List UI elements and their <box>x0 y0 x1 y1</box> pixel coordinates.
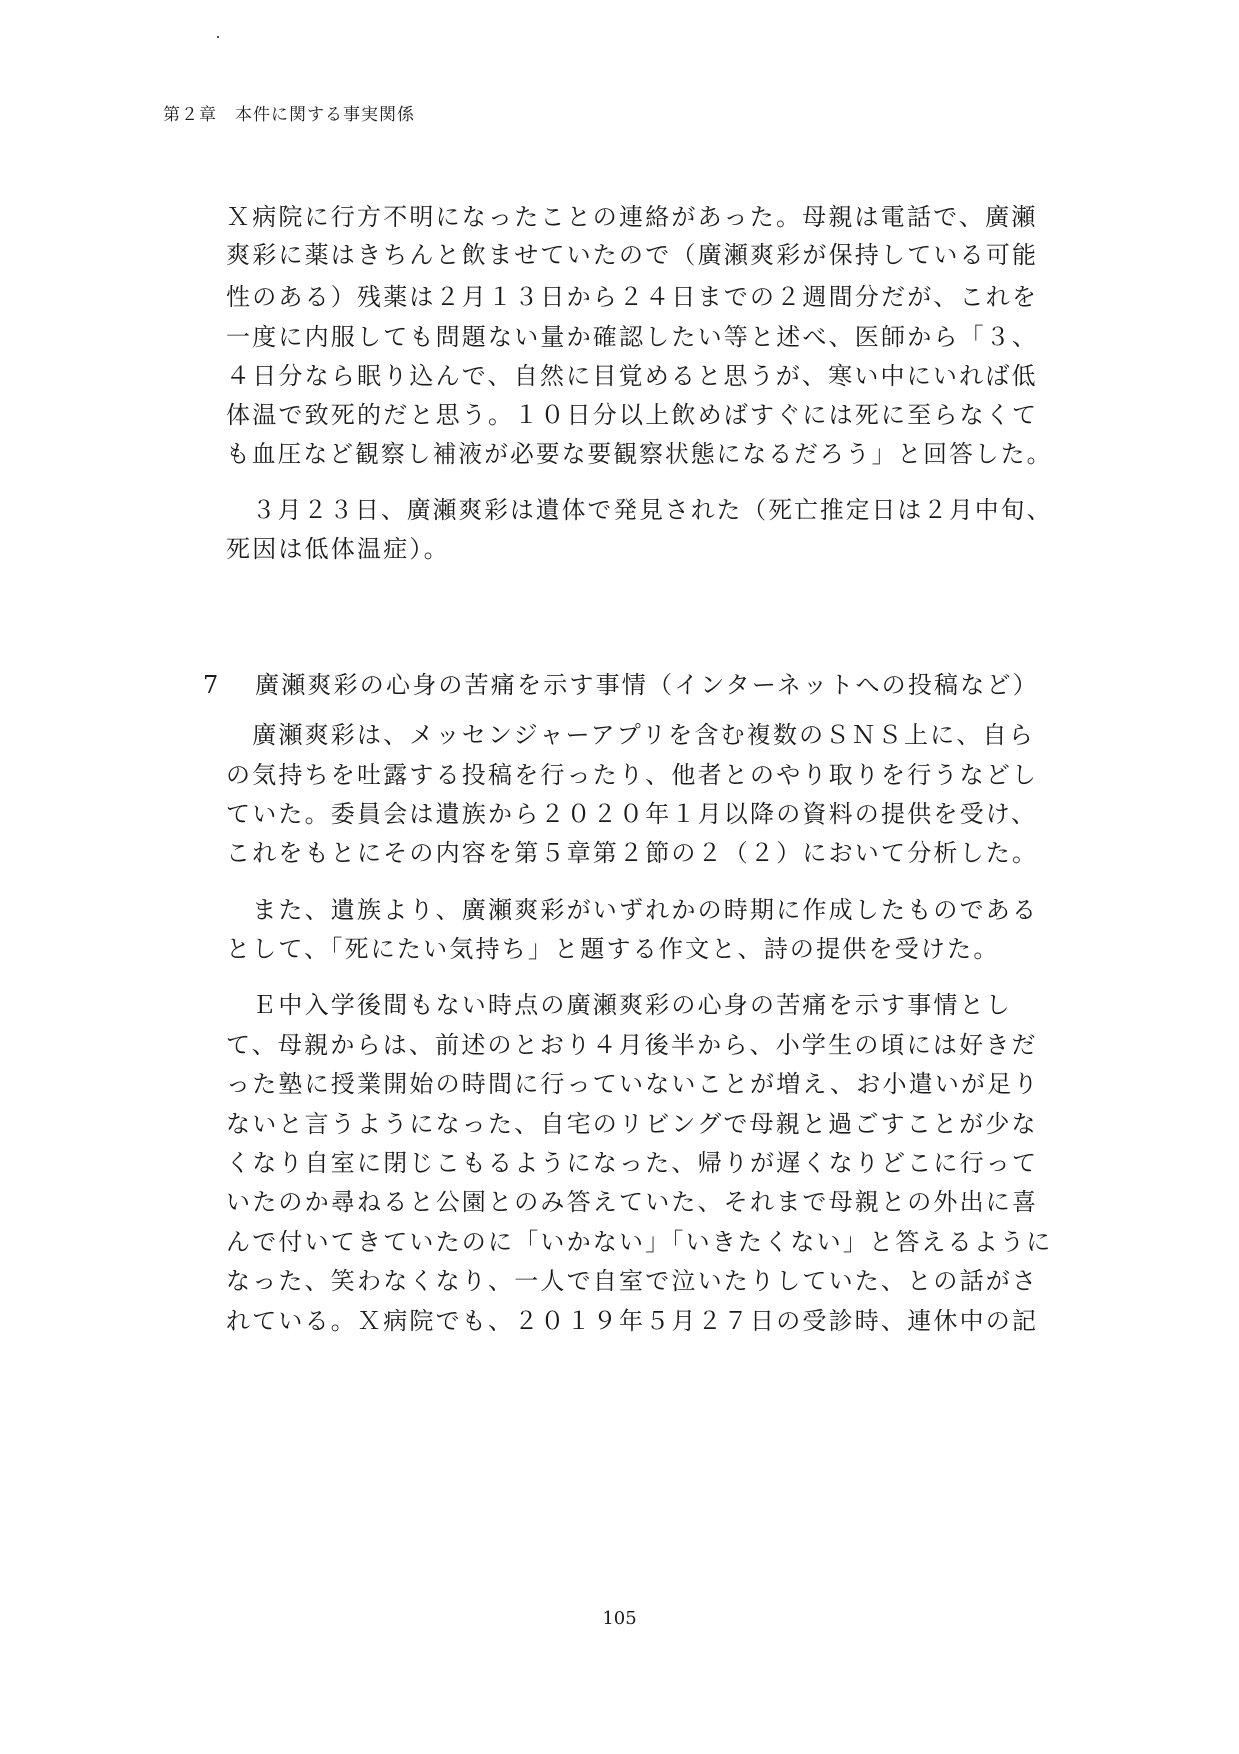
body-line: 性のある）残薬は２月１３日から２４日までの２週間分だが、これを <box>226 283 1039 311</box>
body-line: いたのか尋ねると公園とのみ答えていた、それまで母親との外出に喜 <box>226 1188 1039 1216</box>
body-line: 死因は低体温症）。 <box>226 535 450 563</box>
body-line: として、「死にたい気持ち」と題する作文と、詩の提供を受けた。 <box>226 935 1000 963</box>
body-line: て、母親からは、前述のとおり４月後半から、小学生の頃には好きだ <box>226 1031 1038 1059</box>
body-line: ３月２３日、廣瀬爽彩は遺体で発見された（死亡推定日は２月中旬、 <box>226 496 1053 524</box>
body-line: これをもとにその内容を第５章第２節の２（２）において分析した。 <box>226 839 1039 867</box>
body-line: Ｘ病院に行方不明になったことの連絡があった。母親は電話で、廣瀬 <box>226 203 1038 231</box>
body-line: 爽彩に薬はきちんと飲ませていたので（廣瀬爽彩が保持している可能 <box>226 241 1039 269</box>
body-line: った塾に授業開始の時間に行っていないことが増え、お小遣いが足り <box>226 1070 1040 1098</box>
body-line: れている。Ｘ病院でも、２０１９年５月２７日の受診時、連休中の記 <box>226 1307 1039 1335</box>
body-line: くなり自室に閉じこもるようになった、帰りが遅くなりどこに行って <box>226 1149 1039 1177</box>
scan-speck <box>217 36 219 38</box>
section-heading <box>203 670 1039 700</box>
body-line: の気持ちを吐露する投稿を行ったり、他者とのやり取りを行うなどし <box>226 761 1039 789</box>
body-line: また、遺族より、廣瀬爽彩がいずれかの時期に作成したものである <box>226 896 1039 924</box>
body-line: ４日分なら眠り込んで、自然に目覚めると思うが、寒い中にいれば低 <box>226 362 1038 390</box>
body-line: んで付いてきていたのに「いかない」「いきたくない」と答えるように <box>226 1228 1053 1256</box>
body-line: 一度に内服しても問題ない量か確認したい等と述べ、医師から「３、 <box>226 323 1039 351</box>
body-line: ていた。委員会は遺族から２０２０年１月以降の資料の提供を受け、 <box>226 800 1038 828</box>
body-line: も血圧など観察し補液が必要な要観察状態になるだろう」と回答した。 <box>226 440 1053 468</box>
section-title: 廣瀬爽彩の心身の苦痛を示す事情（インターネットへの投稿など） <box>255 671 1039 699</box>
page-number: 105 <box>602 1608 637 1629</box>
body-line: ないと言うようになった、自宅のリビングで母親と過ごすことが少な <box>226 1110 1038 1138</box>
body-line: 体温で致死的だと思う。１０日分以上飲めばすぐには死に至らなくて <box>226 401 1039 429</box>
body-line: Ｅ中入学後間もない時点の廣瀬爽彩の心身の苦痛を示す事情とし <box>226 991 1012 1019</box>
body-line: 廣瀬爽彩は、メッセンジャーアプリを含む複数のＳＮＳ上に、自ら <box>226 721 1035 749</box>
section-number: 7 <box>203 671 221 699</box>
chapter-header: 第２章 本件に関する事実関係 <box>163 105 415 125</box>
body-line: なった、笑わなくなり、一人で自室で泣いたりしていた、との話がさ <box>226 1267 1039 1295</box>
